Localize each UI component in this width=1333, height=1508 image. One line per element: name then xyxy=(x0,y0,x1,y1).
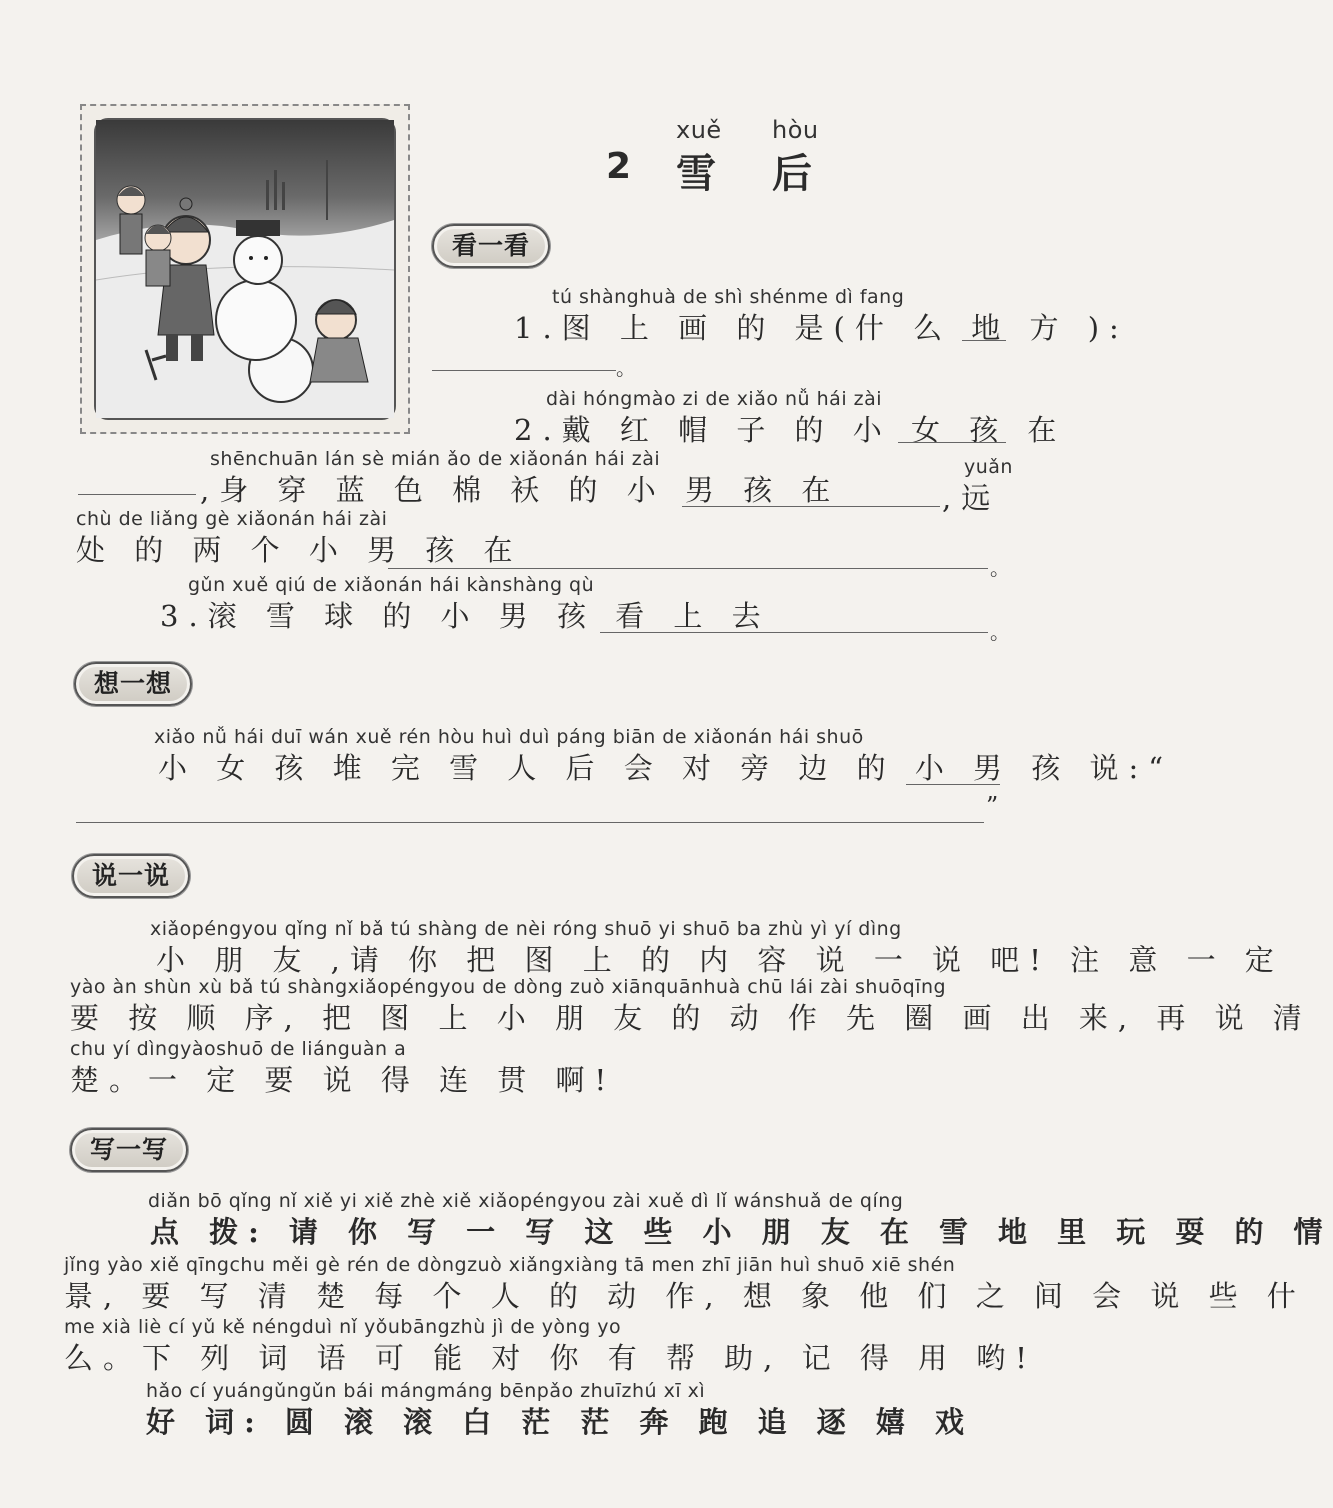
q2-text: 2.戴 红 帽 子 的 小 女 孩 在 xyxy=(514,413,1067,447)
think-close-quote: ” xyxy=(986,792,999,820)
say-line3-pinyin: chu yí dìngyàoshuō de liánguàn a xyxy=(70,1038,407,1060)
q2-answer-line-d[interactable] xyxy=(388,568,988,569)
snow-scene-illustration xyxy=(94,118,396,420)
title-char-xue: 雪 xyxy=(676,150,716,197)
title-pinyin-xue: xuě xyxy=(676,116,722,144)
q1-text: 1.图 上 画 的 是(什 么 地 方 ): xyxy=(514,311,1129,345)
lesson-number: 2 xyxy=(606,146,632,187)
section-badge-say: 说一说 xyxy=(72,854,190,898)
title-char-hou: 后 xyxy=(772,150,812,197)
write-line1-pinyin: diǎn bō qǐng nǐ xiě yi xiě zhè xiě xiǎopéngyou zài xuě dì lǐ wánshuǎ de qíng xyxy=(148,1190,904,1212)
say-line3-text: 楚。一 定 要 说 得 连 贯 啊! xyxy=(70,1063,617,1097)
write-line2-text: 景, 要 写 清 楚 每 个 人 的 动 作, 想 象 他 们 之 间 会 说 些 什 xyxy=(64,1279,1306,1313)
illustration-frame xyxy=(80,104,410,434)
write-line4-text: 好 词: 圆 滚 滚 白 茫 茫 奔 跑 追 逐 嬉 戏 xyxy=(146,1405,974,1439)
q3-answer-line[interactable] xyxy=(600,632,988,633)
say-line2-text: 要 按 顺 序, 把 图 上 小 朋 友 的 动 作 先 圈 画 出 来, 再 说 清 xyxy=(70,1001,1312,1035)
q2-answer-line-b[interactable] xyxy=(78,494,196,495)
q3-pinyin: gǔn xuě qiú de xiǎonán hái kànshàng qù xyxy=(188,574,595,596)
q2c-text: ,远 xyxy=(942,481,1001,515)
q2-pinyin: dài hóngmào zi de xiǎo nǚ hái zài xyxy=(546,388,883,410)
q3-period: 。 xyxy=(990,620,1010,644)
write-line3-pinyin: me xià liè cí yǔ kě néngduì nǐ yǒubāngzhù jì de yòng yo xyxy=(64,1316,622,1338)
write-line3-text: 么。下 列 词 语 可 能 对 你 有 帮 助, 记 得 用 哟! xyxy=(64,1341,1037,1375)
say-line1-pinyin: xiǎopéngyou qǐng nǐ bǎ tú shàng de nèi róng shuō yi shuō ba zhù yì yí dìng xyxy=(150,918,902,940)
section-badge-look: 看一看 xyxy=(432,224,550,268)
q2-answer-line-c[interactable] xyxy=(682,506,940,507)
say-line2-pinyin: yào àn shùn xù bǎ tú shàngxiǎopéngyou de dòng zuò xiānquānhuà chū lái zài shuōqīng xyxy=(70,976,947,998)
write-line2-pinyin: jǐng yào xiě qīngchu měi gè rén de dòngzuò xiǎngxiàng tā men zhī jiān huì shuō xiē shén xyxy=(64,1254,956,1276)
q2d-period: 。 xyxy=(990,556,1010,580)
write-line4-pinyin: hǎo cí yuángǔngǔn bái mángmáng bēnpǎo zhuīzhú xī xì xyxy=(146,1380,706,1402)
q2d-pinyin: chù de liǎng gè xiǎonán hái zài xyxy=(76,508,388,530)
q2-answer-line-a[interactable] xyxy=(898,442,1006,443)
q2b-text: ,身 穿 蓝 色 棉 袄 的 小 男 孩 在 xyxy=(200,473,841,507)
q3-text: 3.滚 雪 球 的 小 男 孩 看 上 去 xyxy=(160,599,771,633)
think-pinyin: xiǎo nǚ hái duī wán xuě rén hòu huì duì páng biān de xiǎonán hái shuō xyxy=(154,726,864,748)
write-line1-text: 点 拨: 请 你 写 一 写 这 些 小 朋 友 在 雪 地 里 玩 耍 的 情 xyxy=(150,1215,1333,1249)
think-answer-line-b[interactable] xyxy=(76,822,984,823)
q1-answer-line-a[interactable] xyxy=(962,340,1006,341)
think-text: 小 女 孩 堆 完 雪 人 后 会 对 旁 边 的 小 男 孩 说:“ xyxy=(158,751,1174,785)
q2c-pinyin: yuǎn xyxy=(964,456,1013,478)
q2b-pinyin: shēnchuān lán sè mián ǎo de xiǎonán hái zài xyxy=(210,448,661,470)
q1-pinyin: tú shànghuà de shì shénme dì fang xyxy=(552,286,905,308)
section-badge-write: 写一写 xyxy=(70,1128,188,1172)
q2d-text: 处 的 两 个 小 男 孩 在 xyxy=(76,533,523,567)
think-answer-line-a[interactable] xyxy=(906,784,1000,785)
q1-period: 。 xyxy=(616,356,636,380)
section-badge-think: 想一想 xyxy=(74,662,192,706)
q1-answer-line-b[interactable] xyxy=(432,370,616,371)
say-line1-text: 小 朋 友 ,请 你 把 图 上 的 内 容 说 一 说 吧! 注 意 一 定 xyxy=(156,943,1284,977)
title-pinyin-hou: hòu xyxy=(772,116,819,144)
